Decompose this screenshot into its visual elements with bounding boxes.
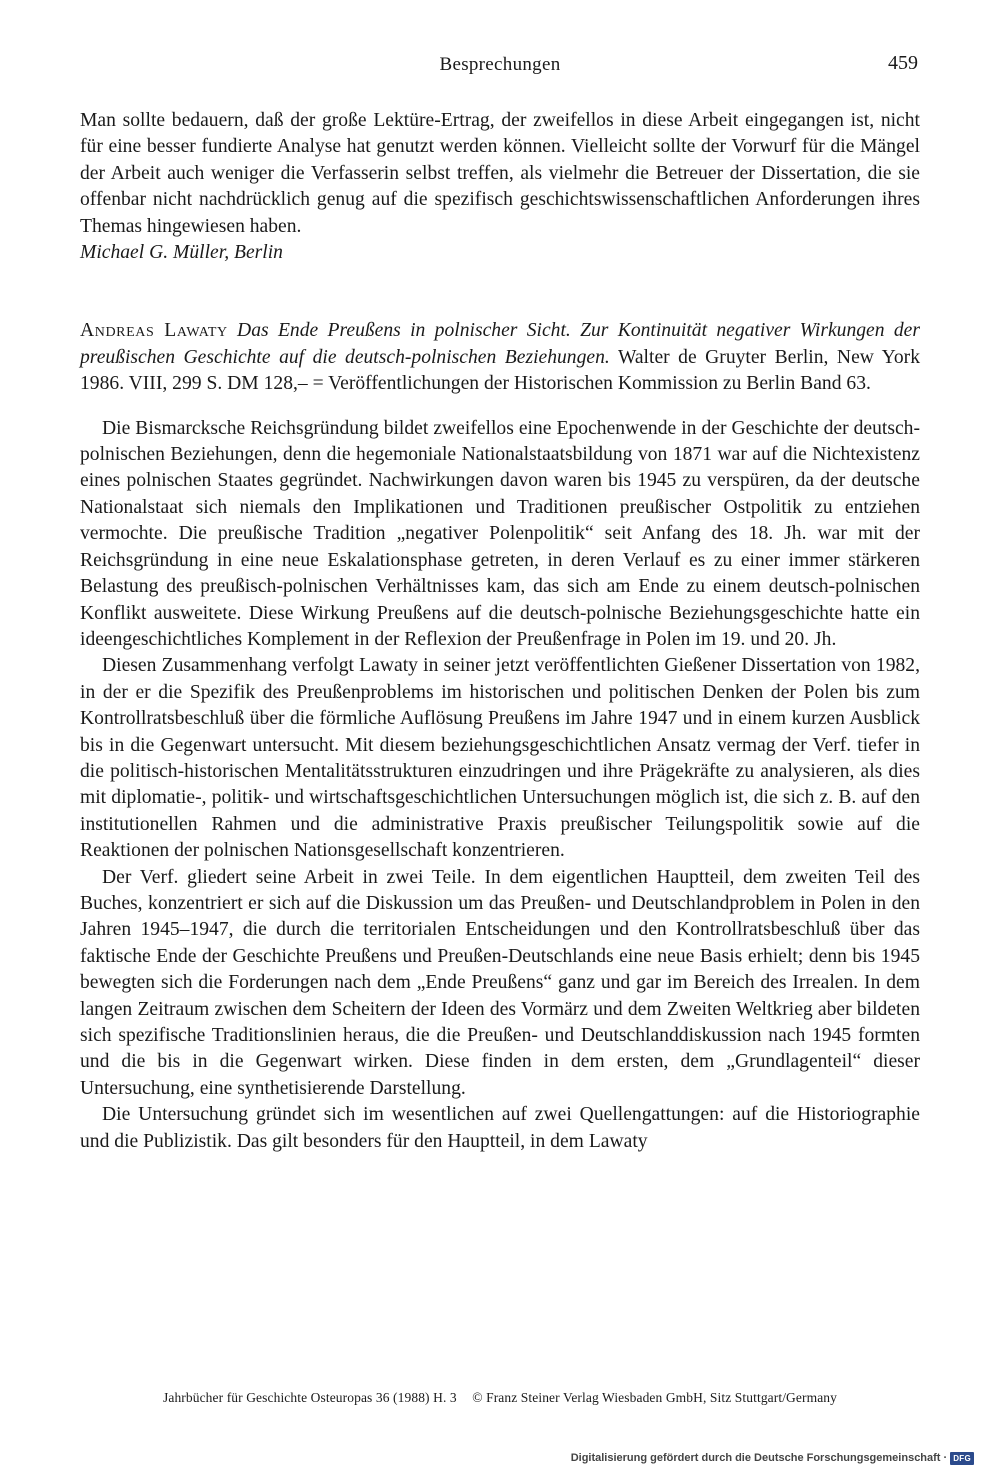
copyright-notice: © Franz Steiner Verlag Wiesbaden GmbH, Sitz Stuttgart/Germany xyxy=(472,1390,837,1405)
spacer xyxy=(80,398,920,416)
page-number: 459 xyxy=(888,52,918,74)
review-paragraph: Die Untersuchung gründet sich im wesentlichen auf zwei Quellengattungen: auf die Historiographie und die Publizistik. Das gilt besonders für den Hauptteil, in dem Lawaty xyxy=(80,1104,920,1152)
book-title: Das Ende Preußens in polnischer Sicht. Zur Kontinuität negativer Wirkungen der preußischen Geschichte auf die deutsch-polnischen Beziehungen. xyxy=(80,320,920,368)
funding-text: Digitalisierung gefördert durch die Deutsche Forschungsgemeinschaft · xyxy=(570,1452,948,1464)
review-paragraph: Diesen Zusammenhang verfolgt Lawaty in seiner jetzt veröffentlichten Gießener Dissertation von 1982, in der er die Spezifik des Preußenproblems im historischen und politischen Denken der Polen bis zum Kontrollratsbeschluß über die förmliche Auflösung Preußens im Jahre 1947 und in einem kurzen Ausblick bis in die Gegenwart untersucht. Mit diesem beziehungsgeschichtlichen Ansatz vermag der Verf. tiefer in die politisch-historischen Mentalitätsstrukturen einzudringen und ihre Prägekräfte zu analysieren, als dies mit diplomatie-, politik- und wirtschaftsgeschichtlichen Untersuchungen möglich ist, die sich z. B. auf den institutionellen Rahmen und die administrative Praxis preußischer Teilungspolitik sowie auf die Reaktionen der polnischen Nationsgesellschaft konzentrieren. xyxy=(80,655,920,862)
digitization-funding-note xyxy=(571,1450,974,1466)
reviewer-signature: Michael G. Müller, Berlin xyxy=(80,242,283,264)
publication-details: Walter de Gruyter Berlin, New York 1986. VIII, 299 S. DM 128,– = Veröffentlichungen der Historischen Kommission zu Berlin Band 63. xyxy=(80,346,920,395)
page-header xyxy=(80,52,920,82)
book-author: Andreas Lawaty xyxy=(80,320,228,342)
page-body xyxy=(80,108,920,1155)
page-footer xyxy=(80,1390,920,1406)
review-paragraph: Der Verf. gliedert seine Arbeit in zwei Teile. In dem eigentlichen Hauptteil, dem zweiten Teil des Buches, konzentriert er sich auf die Diskussion um das Preußen- und Deutschlandproblem in Polen in den Jahren 1945–1947, die durch die territorialen Entscheidungen und den Kontrollratsbeschluß über das faktische Ende der Geschichte Preußens und Preußen-Deutschlands eine neue Basis erhielt; denn bis 1945 bewegten sich die Forderungen nach dem „Ende Preußens“ ganz und gar im Bereich des Irrealen. In dem langen Zeitraum zwischen dem Scheitern der Ideen des Vormärz und dem Zweiten Weltkrieg aber bildeten sich spezifische Traditionslinien heraus, die die Preußen- und Deutschlanddiskussion nach 1945 formten und die bis in die Gegenwart wirken. Diese finden in dem ersten, dem „Grundlagenteil“ dieser Untersuchung, eine synthetisierende Darstellung. xyxy=(80,866,920,1099)
journal-citation: Jahrbücher für Geschichte Osteuropas 36 (1988) H. 3 xyxy=(163,1390,457,1405)
previous-review-closing-paragraph: Man sollte bedauern, daß der große Lektüre-Ertrag, der zweifellos in diese Arbeit eingegangen ist, nicht für eine besser fundierte Analyse hat genutzt werden können. Vielleicht sollte der Vorwurf für die Mängel der Arbeit auch weniger die Verfasserin selbst treffen, als vielmehr die Betreuer der Dissertation, die sie offenbar nicht nachdrücklich genug auf die spezifisch geschichtswissenschaftlichen Anforderungen ihres Themas hingewiesen haben. xyxy=(80,110,920,237)
review-bibliographic-entry xyxy=(80,318,920,397)
review-paragraph: Die Bismarcksche Reichsgründung bildet zweifellos eine Epochenwende in der Geschichte der deutsch-polnischen Beziehungen, denn die hegemoniale Nationalstaatsbildung von 1871 war auf die Nichtexistenz eines polnischen Staates gegründet. Nachwirkungen davon waren bis 1945 zu verspüren, da der deutsche Nationalstaat sich niemals den Implikationen und Traditionen preußischer Ostpolitik zu entziehen vermochte. Die preußische Tradition „negativer Polenpolitik“ seit Anfang des 18. Jh. war mit der Reichsgründung in eine neue Eskalationsphase getreten, in deren Verlauf es zu einer immer stärkeren Belastung des preußisch-polnischen Verhältnisses kam, das sich am Ende zu einem deutsch-polnischen Konflikt ausweitete. Diese Wirkung Preußens auf die deutsch-polnische Beziehungsgeschichte hatte ein ideengeschichtliches Komplement in der Reflexion der Preußenfrage in Polen im 19. und 20. Jh. xyxy=(80,417,920,650)
running-title: Besprechungen xyxy=(439,54,561,75)
dfg-logo-icon: DFG xyxy=(950,1452,974,1465)
